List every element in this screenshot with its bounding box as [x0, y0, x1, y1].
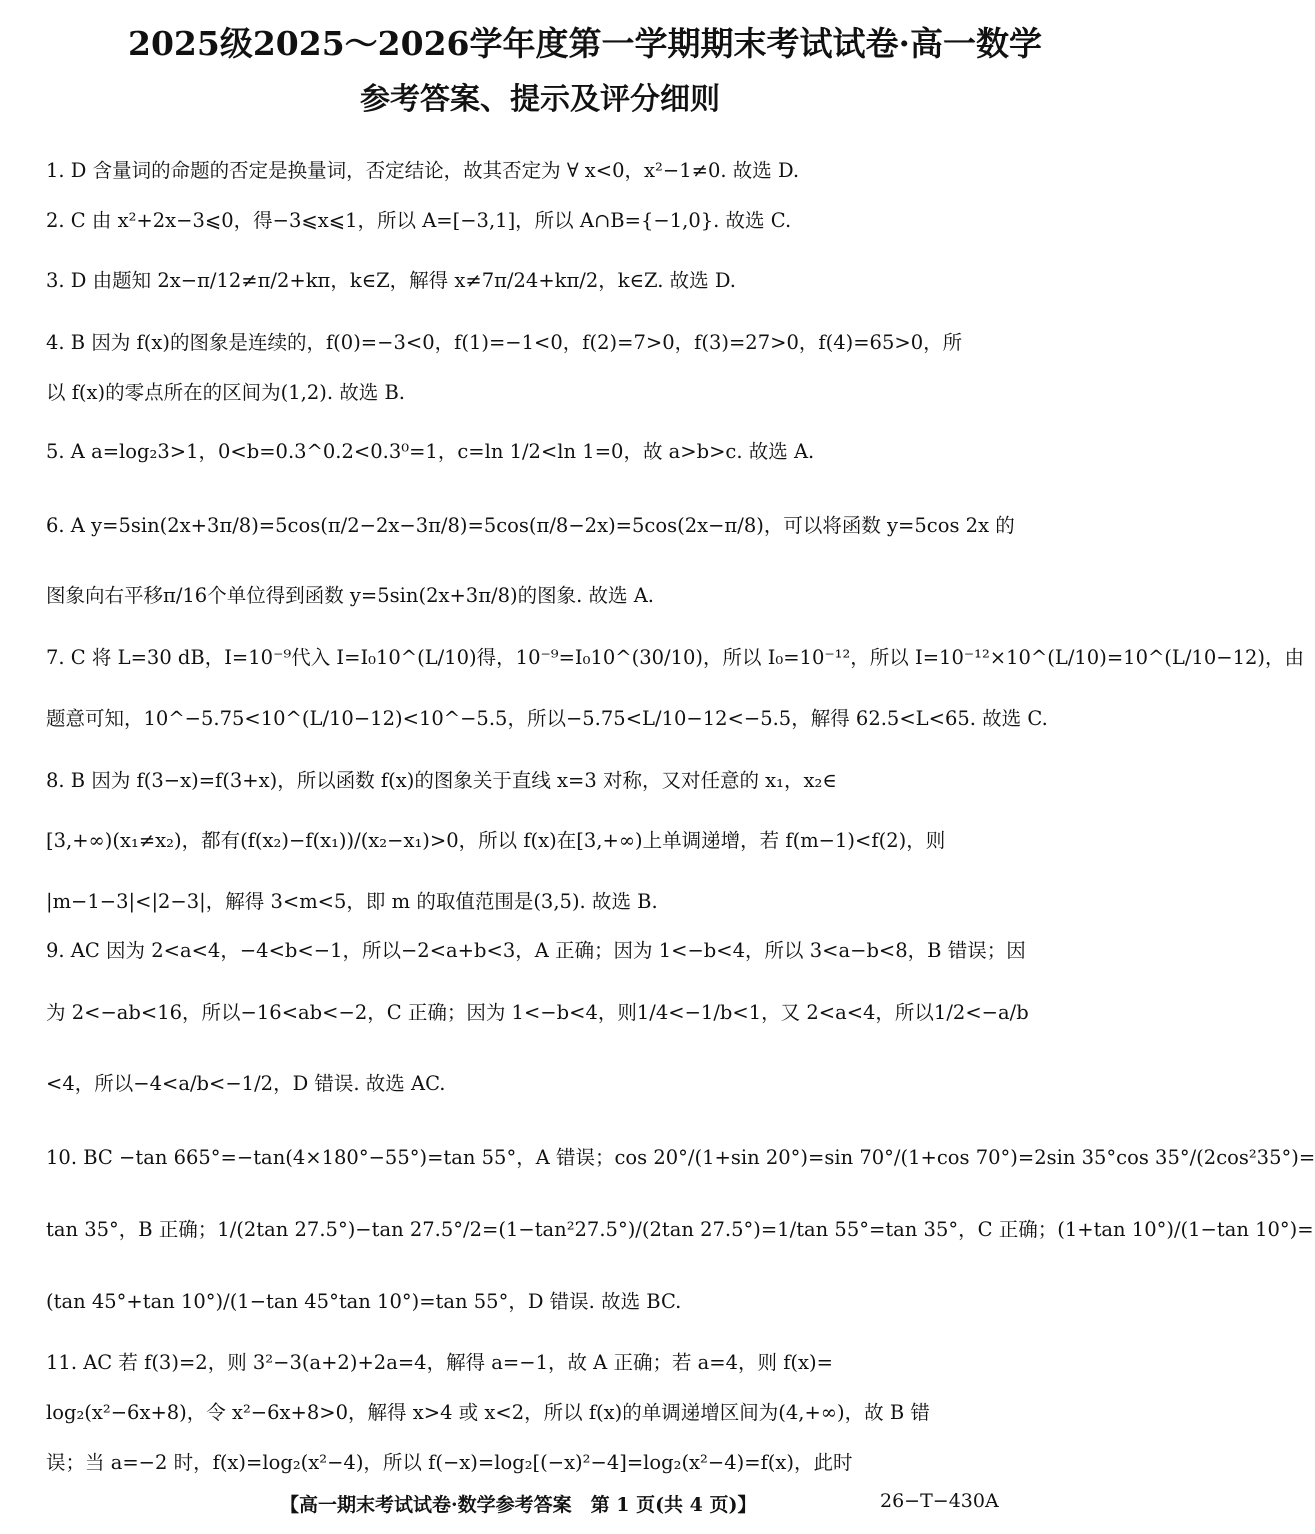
answer-line: 以 f(x)的零点所在的区间为(1,2). 故选 B.	[46, 381, 405, 404]
answer-line: 4. B 因为 f(x)的图象是连续的，f(0)=−3<0，f(1)=−1<0，f(2)=7>0，f(3)=27>0，f(4)=65>0，所	[46, 331, 963, 354]
page-subtitle: 参考答案、提示及评分细则	[360, 82, 720, 117]
footer-page-info: 【高一期末考试试卷·数学参考答案 第 1 页(共 4 页)】	[280, 1494, 757, 1516]
answer-line: 8. B 因为 f(3−x)=f(3+x)，所以函数 f(x)的图象关于直线 x=3 对称，又对任意的 x₁，x₂∈	[46, 769, 837, 792]
answer-line: 误；当 a=−2 时，f(x)=log₂(x²−4)，所以 f(−x)=log₂[(−x)²−4]=log₂(x²−4)=f(x)，此时	[46, 1451, 853, 1474]
answer-line: tan 35°，B 正确；1/(2tan 27.5°)−tan 27.5°/2=(1−tan²27.5°)/(2tan 27.5°)=1/tan 55°=tan 35°，C 正确；(1+tan 10°)/(1−tan 10°)=	[46, 1218, 1314, 1241]
page-title: 2025级2025～2026学年度第一学期期末考试试卷·高一数学	[127, 24, 1043, 63]
answer-line: (tan 45°+tan 10°)/(1−tan 45°tan 10°)=tan 55°，D 错误. 故选 BC.	[46, 1290, 682, 1313]
answer-line: 图象向右平移π/16个单位得到函数 y=5sin(2x+3π/8)的图象. 故选 A.	[46, 584, 654, 607]
answer-line: 1. D 含量词的命题的否定是换量词，否定结论，故其否定为 ∀ x<0，x²−1≠0. 故选 D.	[46, 159, 800, 182]
answer-line: 3. D 由题知 2x−π/12≠π/2+kπ，k∈Z，解得 x≠7π/24+kπ/2，k∈Z. 故选 D.	[46, 269, 736, 292]
answer-line: |m−1−3|<|2−3|，解得 3<m<5，即 m 的取值范围是(3,5). 故选 B.	[46, 890, 658, 913]
answer-line: 5. A a=log₂3>1，0<b=0.3^0.2<0.3⁰=1，c=ln 1/2<ln 1=0，故 a>b>c. 故选 A.	[46, 440, 815, 463]
answer-line: <4，所以−4<a/b<−1/2，D 错误. 故选 AC.	[46, 1072, 446, 1095]
answer-line: [3,+∞)(x₁≠x₂)，都有(f(x₂)−f(x₁))/(x₂−x₁)>0，所以 f(x)在[3,+∞)上单调递增，若 f(m−1)<f(2)，则	[46, 829, 946, 852]
answer-line: 10. BC −tan 665°=−tan(4×180°−55°)=tan 55°，A 错误；cos 20°/(1+sin 20°)=sin 70°/(1+cos 70°)=2sin 35°cos 35°/(2cos²35°)=	[46, 1146, 1315, 1169]
footer-code: 26−T−430A	[880, 1490, 999, 1512]
answer-line: 11. AC 若 f(3)=2，则 3²−3(a+2)+2a=4，解得 a=−1，故 A 正确；若 a=4，则 f(x)=	[46, 1351, 833, 1374]
answer-line: 9. AC 因为 2<a<4，−4<b<−1，所以−2<a+b<3，A 正确；因为 1<−b<4，所以 3<a−b<8，B 错误；因	[46, 939, 1026, 962]
answer-line: log₂(x²−6x+8)，令 x²−6x+8>0，解得 x>4 或 x<2，所以 f(x)的单调递增区间为(4,+∞)，故 B 错	[46, 1401, 930, 1424]
answer-line: 为 2<−ab<16，所以−16<ab<−2，C 正确；因为 1<−b<4，则1/4<−1/b<1，又 2<a<4，所以1/2<−a/b	[46, 1001, 1029, 1024]
answer-line: 7. C 将 L=30 dB，I=10⁻⁹代入 I=I₀10^(L/10)得，10⁻⁹=I₀10^(30/10)，所以 I₀=10⁻¹²，所以 I=10⁻¹²×10^(L/10)=10^(L/10−12)，由	[46, 646, 1305, 669]
answer-line: 6. A y=5sin(2x+3π/8)=5cos(π/2−2x−3π/8)=5cos(π/8−2x)=5cos(2x−π/8)，可以将函数 y=5cos 2x 的	[46, 514, 1015, 537]
answer-line: 题意可知，10^−5.75<10^(L/10−12)<10^−5.5，所以−5.75<L/10−12<−5.5，解得 62.5<L<65. 故选 C.	[46, 707, 1048, 730]
answer-line: 2. C 由 x²+2x−3⩽0，得−3⩽x⩽1，所以 A=[−3,1]，所以 A∩B={−1,0}. 故选 C.	[46, 209, 792, 232]
